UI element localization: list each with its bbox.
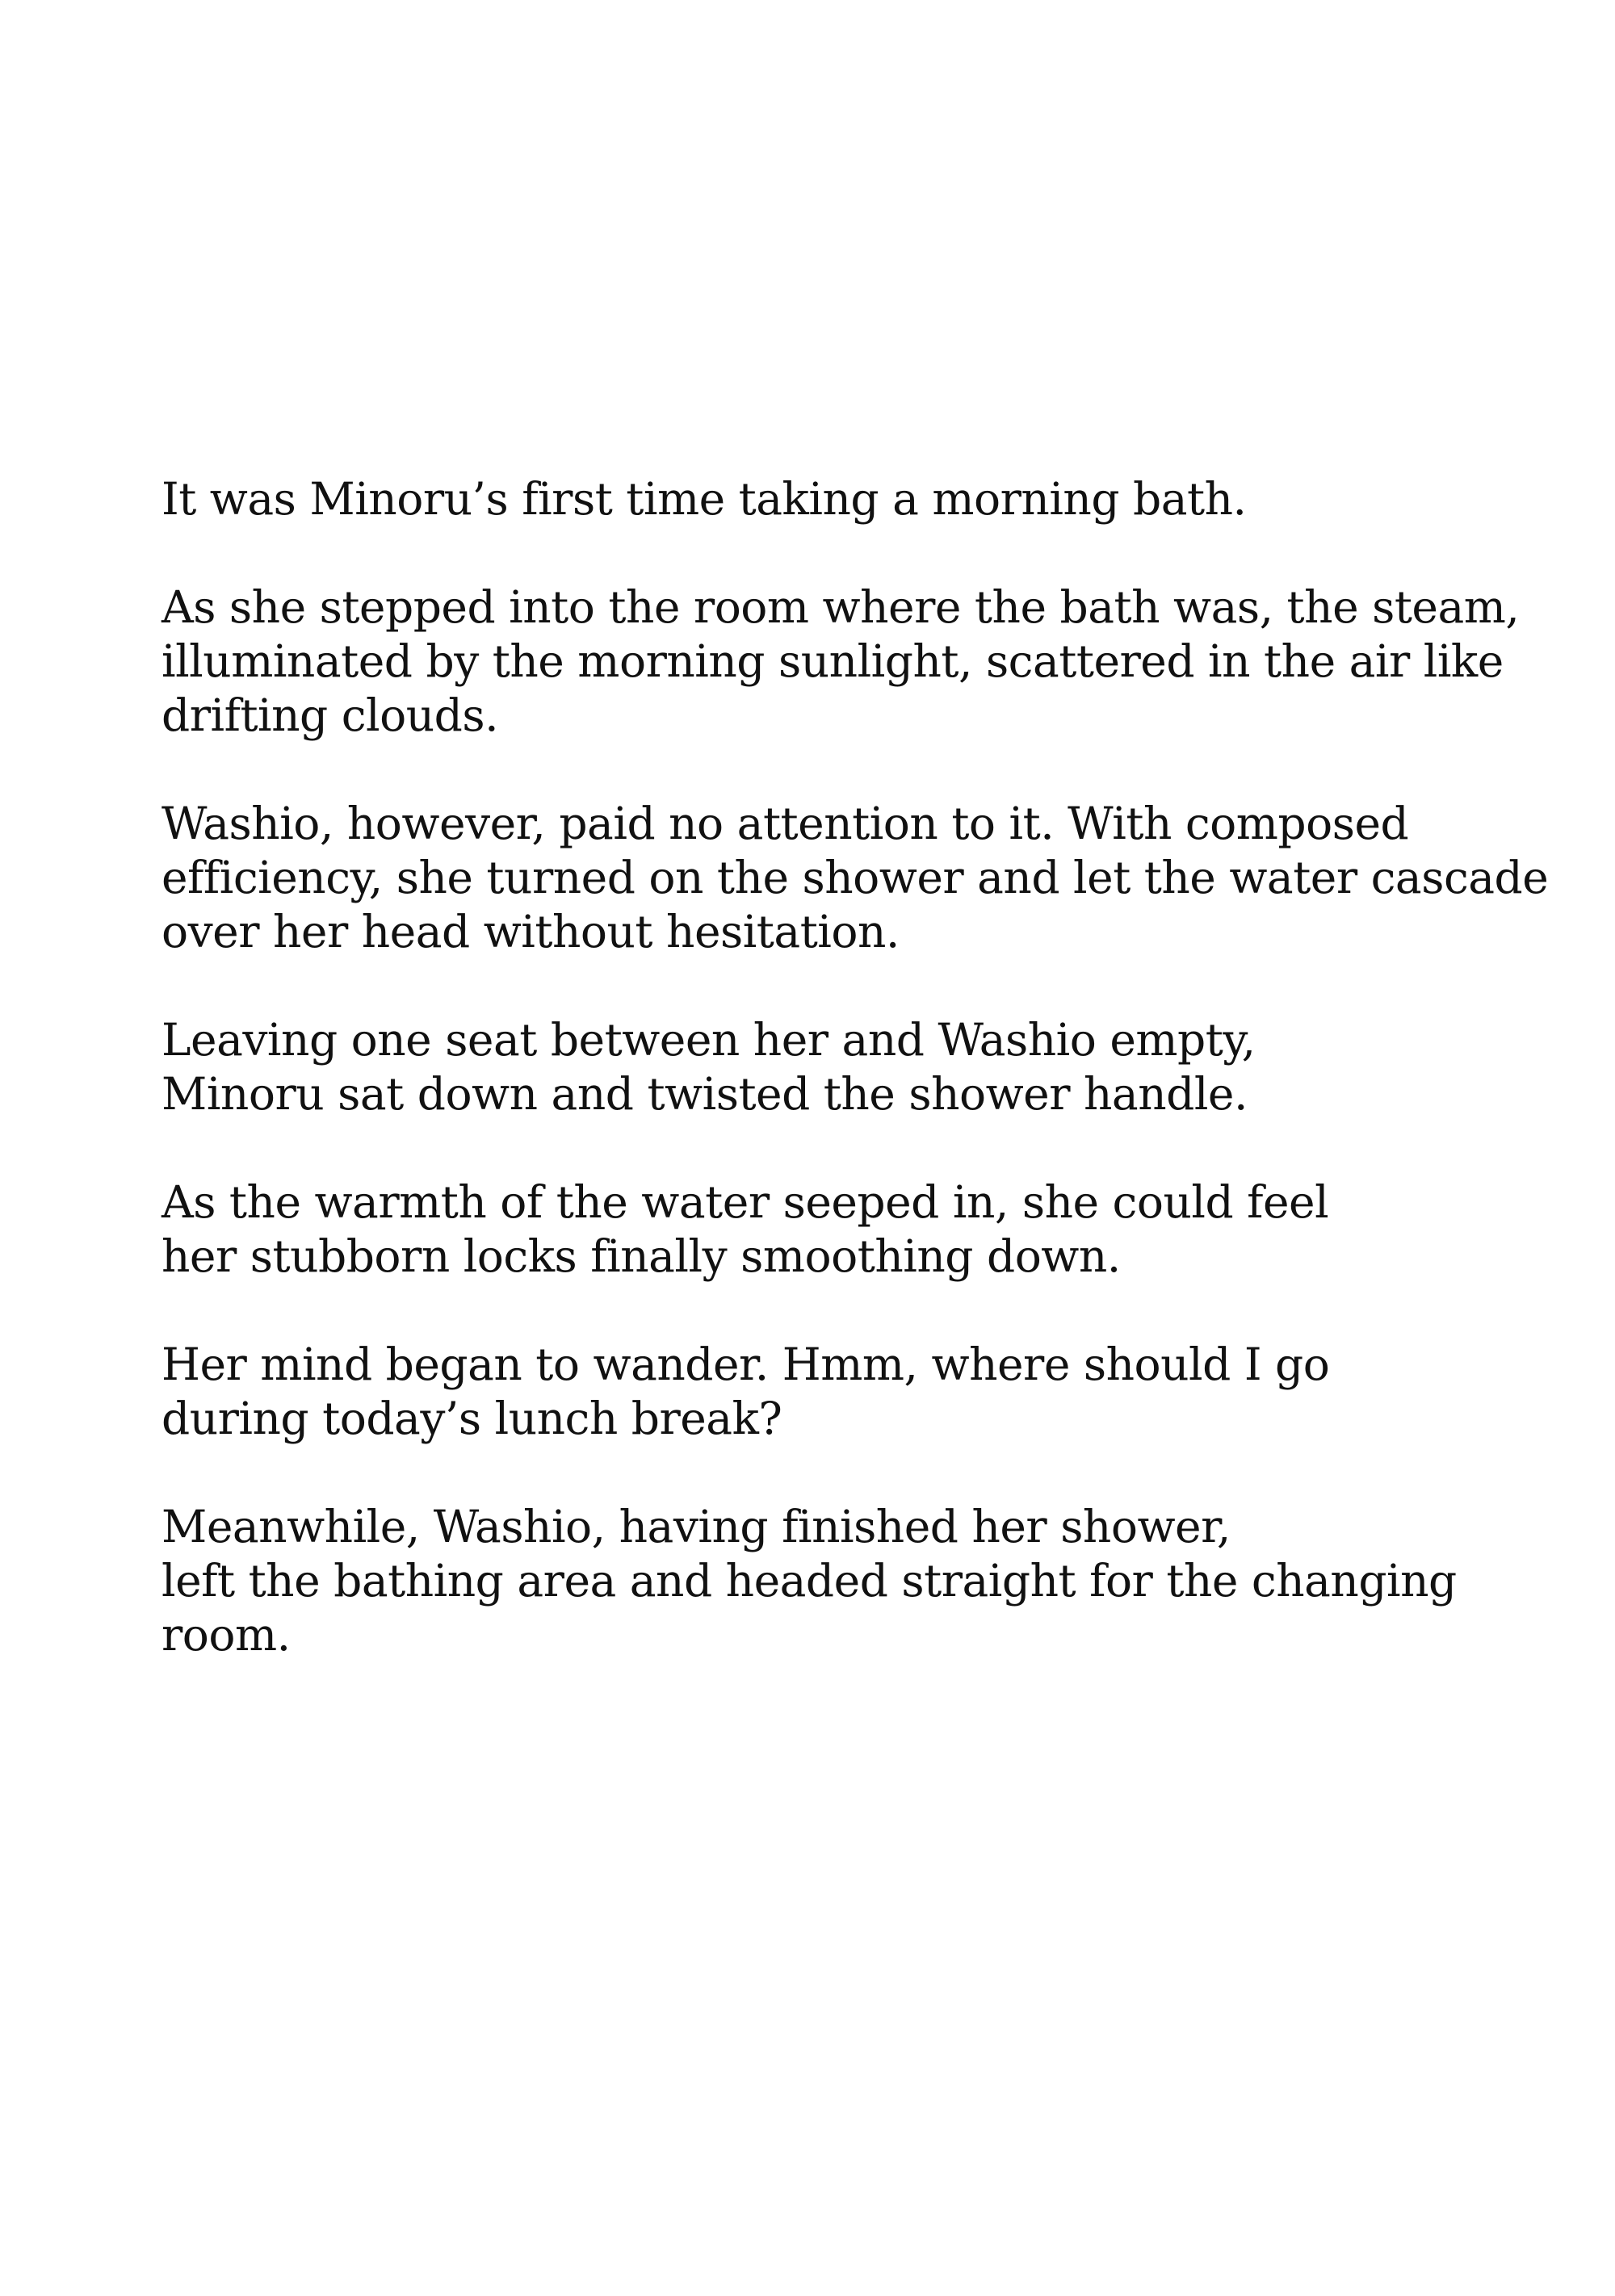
- paragraph-5: [162, 1175, 1534, 1284]
- text-line: As she stepped into the room where the bath was, the steam,: [162, 581, 1520, 633]
- paragraph-6: [162, 1338, 1534, 1446]
- story-text: [162, 472, 1549, 1716]
- text-line: during today’s lunch break?: [162, 1393, 782, 1444]
- text-line: illuminated by the morning sunlight, scattered in the air like: [162, 635, 1504, 687]
- text-line: Meanwhile, Washio, having finished her shower,: [162, 1501, 1231, 1552]
- text-line: It was Minoru’s first time taking a morning bath.: [162, 473, 1247, 525]
- text-line: room.: [162, 1609, 291, 1661]
- text-line: As the warmth of the water seeped in, she could feel: [162, 1176, 1329, 1228]
- text-line: drifting clouds.: [162, 689, 499, 741]
- paragraph-4: [162, 1013, 1534, 1121]
- text-line: Her mind began to wander. Hmm, where should I go: [162, 1339, 1330, 1390]
- text-line: her stubborn locks finally smoothing down.: [162, 1230, 1121, 1282]
- text-line: Minoru sat down and twisted the shower handle.: [162, 1068, 1248, 1120]
- paragraph-3: [162, 797, 1549, 959]
- paragraph-2: [162, 580, 1534, 743]
- paragraph-7: [162, 1500, 1534, 1662]
- text-line: left the bathing area and headed straight for the changing: [162, 1555, 1457, 1607]
- text-line: over her head without hesitation.: [162, 906, 900, 957]
- text-line: efficiency, she turned on the shower and let the water cascade: [162, 852, 1549, 903]
- text-line: Leaving one seat between her and Washio empty,: [162, 1014, 1256, 1066]
- text-line: Washio, however, paid no attention to it. With composed: [162, 798, 1409, 849]
- paragraph-1: [162, 472, 1534, 526]
